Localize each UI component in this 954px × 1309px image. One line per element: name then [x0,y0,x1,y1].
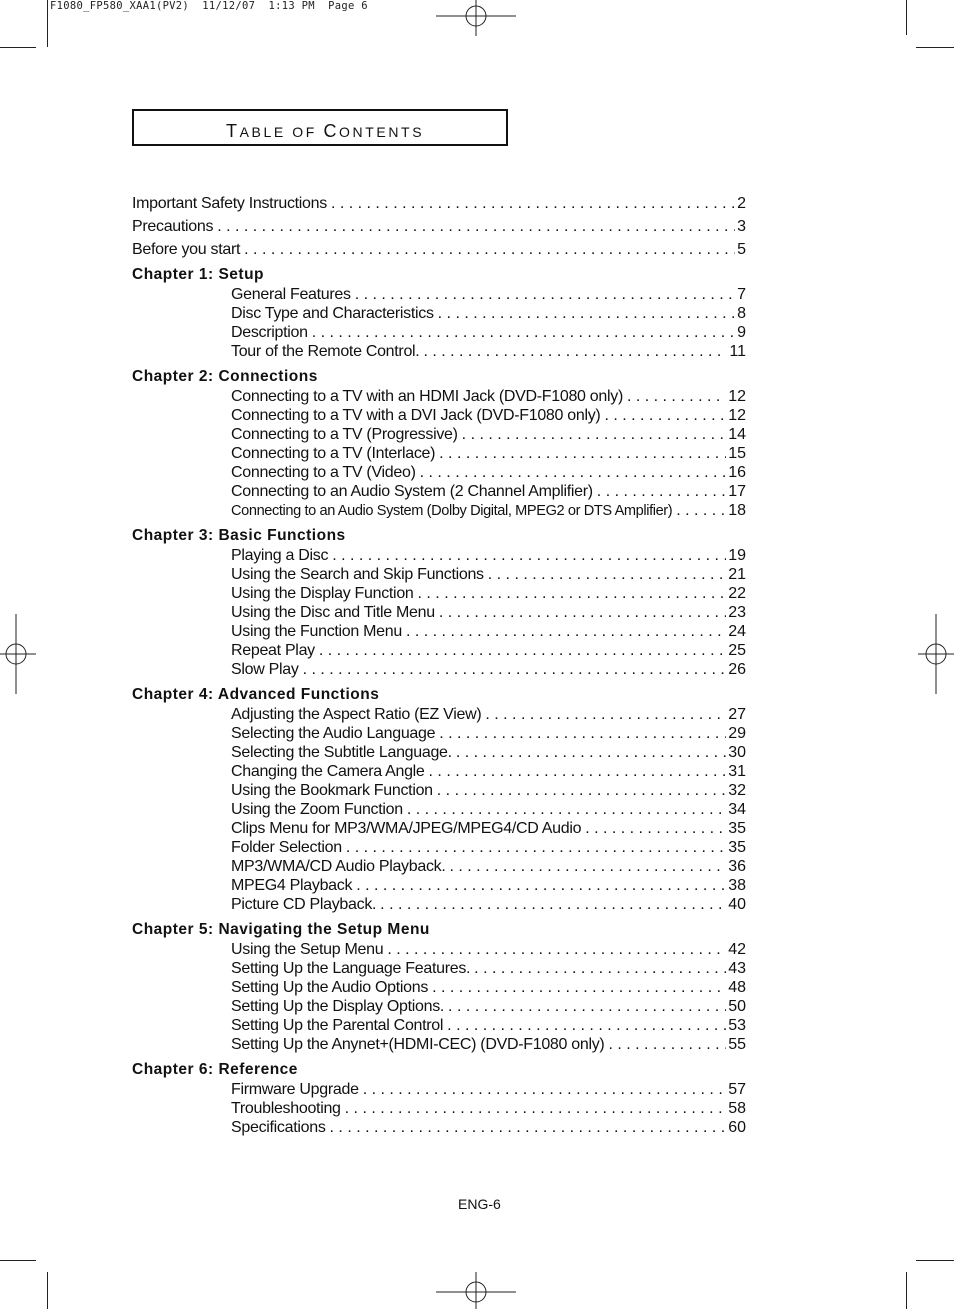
chapter-heading: Chapter 3: Basic Functions [132,527,346,544]
toc-entry-page: 58 [728,1100,746,1117]
toc-entry-page: 34 [728,801,746,818]
toc-entry-page: 16 [728,464,746,481]
title-part: ABLE OF [239,124,324,140]
crop-mark-bottom-left-vertical [47,1272,48,1309]
toc-entry[interactable] [132,978,746,997]
crop-mark-top-right-horizontal [916,47,954,48]
chapter-heading: Chapter 5: Navigating the Setup Menu [132,921,430,938]
toc-dot-leader [345,1099,727,1118]
toc-dot-leader [627,387,726,406]
toc-entry-title: Connecting to an Audio System (2 Channel Amplifier) [231,483,593,500]
toc-entry-page: 36 [728,858,746,875]
toc-entry[interactable] [132,238,746,261]
toc-entry-title: Connecting to a TV (Progressive) [231,426,458,443]
toc-entry[interactable] [132,1035,746,1054]
toc-dot-leader [332,546,726,565]
toc-entry[interactable] [132,800,746,819]
toc-entry-title: Before you start [132,241,241,258]
toc-dot-leader [407,800,726,819]
toc-entry-page: 30 [728,744,746,761]
toc-entry-title: Playing a Disc [231,547,329,564]
toc-dot-leader [585,819,726,838]
toc-dot-leader [331,192,735,215]
chapter-heading: Chapter 1: Setup [132,266,265,283]
toc-entry-page: 40 [728,896,746,913]
toc-entry[interactable] [132,762,746,781]
toc-dot-leader [437,781,726,800]
toc-entry-title: Using the Zoom Function [231,801,403,818]
toc-dot-leader [485,705,726,724]
toc-entry-title: Using the Function Menu [231,623,402,640]
toc-entry-title: Setting Up the Language Features. [231,960,471,977]
toc-entry-page: 53 [728,1017,746,1034]
toc-entry[interactable] [132,323,746,342]
toc-entry-page: 7 [737,286,746,303]
toc-dot-leader [608,1035,726,1054]
toc-entry-page: 26 [728,661,746,678]
toc-entry-title: Specifications [231,1119,326,1136]
toc-dot-leader [319,641,726,660]
toc-entry-title: Repeat Play [231,642,315,659]
title-part: T [226,121,240,141]
toc-entry-page: 48 [728,979,746,996]
toc-entry-title: Tour of the Remote Control. [231,343,420,360]
toc-entry[interactable] [132,838,746,857]
toc-entry-page: 19 [728,547,746,564]
toc-entry[interactable] [132,743,746,762]
toc-entry-page: 32 [728,782,746,799]
crop-mark-bottom-left-horizontal [0,1260,36,1261]
print-slug-header: F1080_FP580_XAA1(PV2) 11/12/07 1:13 PM Page 6 [50,0,368,12]
toc-entry-title: Setting Up the Audio Options [231,979,429,996]
toc-dot-leader [597,482,726,501]
toc-dot-leader [438,304,735,323]
toc-entry-page: 29 [728,725,746,742]
toc-dot-leader [439,444,726,463]
toc-entry[interactable] [132,215,746,238]
toc-entry[interactable] [132,660,746,679]
title-part: ONTENTS [339,124,425,140]
toc-entry[interactable] [132,997,746,1016]
toc-entry-page: 12 [728,407,746,424]
toc-entry-title: General Features [231,286,351,303]
toc-entry[interactable] [132,781,746,800]
toc-dot-leader [423,342,727,361]
toc-entry[interactable] [132,406,746,425]
toc-entry-page: 43 [728,960,746,977]
toc-entry-title: MP3/WMA/CD Audio Playback. [231,858,446,875]
toc-entry-page: 31 [728,763,746,780]
toc-entry-page: 3 [737,218,746,235]
toc-dot-leader [474,959,726,978]
toc-entry[interactable] [132,959,746,978]
toc-entry[interactable] [132,1118,746,1137]
toc-entry[interactable] [132,857,746,876]
toc-entry[interactable] [132,1080,746,1099]
toc-dot-leader [355,285,735,304]
crop-mark-top-right-vertical [906,0,907,35]
toc-entry-title: Slow Play [231,661,299,678]
toc-entry-title: Changing the Camera Angle [231,763,425,780]
toc-entry-title: Adjusting the Aspect Ratio (EZ View) [231,706,482,723]
toc-entry-title: Clips Menu for MP3/WMA/JPEG/MPEG4/CD Audio [231,820,582,837]
toc-dot-leader [244,238,735,261]
toc-entry-title: Firmware Upgrade [231,1081,359,1098]
toc-dot-leader [448,997,726,1016]
crop-mark-bottom-right-vertical [906,1272,907,1309]
toc-dot-leader [462,425,727,444]
toc-dot-leader [217,215,735,238]
toc-entry[interactable] [132,876,746,895]
toc-entry-title: Precautions [132,218,214,235]
toc-entry-title: Using the Bookmark Function [231,782,433,799]
toc-entry-page: 60 [728,1119,746,1136]
toc-entry[interactable] [132,584,746,603]
toc-entry-page: 14 [728,426,746,443]
toc-entry-title: Using the Display Function [231,585,414,602]
toc-entry-page: 35 [728,820,746,837]
toc-entry[interactable] [132,463,746,482]
toc-entry[interactable] [132,425,746,444]
toc-dot-leader [303,660,727,679]
toc-dot-leader [450,857,727,876]
toc-entry[interactable] [132,603,746,622]
toc-entry-page: 9 [737,324,746,341]
toc-entry-page: 55 [728,1036,746,1053]
toc-entry[interactable] [132,342,746,361]
toc-dot-leader [387,940,726,959]
toc-entry[interactable] [132,192,746,215]
toc-entry[interactable] [132,641,746,660]
toc-dot-leader [346,838,726,857]
toc-entry[interactable] [132,705,746,724]
toc-dot-leader [432,978,726,997]
toc-entry-page: 5 [737,241,746,258]
page-title [226,121,424,142]
toc-entry-title: Connecting to a TV with a DVI Jack (DVD-F1080 only) [231,407,601,424]
toc-entry-page: 38 [728,877,746,894]
registration-mark-right [918,614,954,694]
crop-mark-bottom-right-horizontal [916,1260,954,1261]
crop-mark-top-left-vertical [47,0,48,47]
toc-entry-page: 22 [728,585,746,602]
toc-dot-leader [330,1118,727,1137]
toc-entry-page: 18 [728,502,746,519]
toc-entry-title: Folder Selection [231,839,342,856]
toc-entry[interactable] [132,482,746,501]
toc-dot-leader [447,1016,726,1035]
toc-dot-leader [418,584,727,603]
registration-mark-left [0,614,36,694]
chapter-heading: Chapter 2: Connections [132,368,318,385]
toc-entry-title: Using the Search and Skip Functions [231,566,484,583]
table-of-contents [132,192,746,1137]
toc-entry[interactable] [132,1016,746,1035]
toc-entry-title: Selecting the Subtitle Language. [231,744,452,761]
toc-entry-title: Setting Up the Parental Control [231,1017,444,1034]
toc-dot-leader [363,1080,727,1099]
toc-entry-title: Using the Setup Menu [231,941,384,958]
toc-entry-page: 57 [728,1081,746,1098]
toc-entry[interactable] [132,444,746,463]
toc-entry-page: 15 [728,445,746,462]
title-part: C [323,121,340,141]
toc-entry[interactable] [132,895,746,914]
registration-mark-top [436,0,516,36]
toc-dot-leader [604,406,726,425]
toc-dot-leader [406,622,726,641]
crop-mark-top-left-horizontal [0,47,36,48]
toc-dot-leader [380,895,726,914]
toc-entry-title: Using the Disc and Title Menu [231,604,435,621]
toc-entry[interactable] [132,622,746,641]
toc-dot-leader [456,743,726,762]
toc-entry-title: Setting Up the Display Options. [231,998,445,1015]
toc-entry[interactable] [132,546,746,565]
toc-entry[interactable] [132,819,746,838]
toc-dot-leader [312,323,735,342]
toc-entry-title: Description [231,324,308,341]
page-number: ENG-6 [458,1196,501,1212]
toc-entry-title: Disc Type and Characteristics [231,305,434,322]
toc-entry-title: Troubleshooting [231,1100,341,1117]
toc-entry-page: 8 [737,305,746,322]
toc-entry-title: Selecting the Audio Language [231,725,436,742]
toc-dot-leader [439,724,726,743]
toc-entry-title: Picture CD Playback. [231,896,377,913]
toc-dot-leader [439,603,726,622]
toc-dot-leader [488,565,726,584]
toc-entry-page: 50 [728,998,746,1015]
registration-mark-bottom [436,1272,516,1309]
toc-entry-title: MPEG4 Playback [231,877,353,894]
toc-entry-page: 24 [728,623,746,640]
toc-entry[interactable] [132,724,746,743]
toc-dot-leader [420,463,727,482]
toc-entry-title: Connecting to a TV (Video) [231,464,416,481]
toc-entry[interactable] [132,285,746,304]
toc-dot-leader [676,501,726,520]
toc-entry-page: 25 [728,642,746,659]
toc-entry-title: Important Safety Instructions [132,195,327,212]
chapter-heading: Chapter 6: Reference [132,1061,298,1078]
toc-entry-page: 11 [729,343,746,360]
toc-entry[interactable] [132,940,746,959]
toc-entry-page: 35 [728,839,746,856]
toc-entry-page: 27 [728,706,746,723]
toc-entry-page: 23 [728,604,746,621]
toc-entry-page: 2 [737,195,746,212]
toc-entry[interactable] [132,304,746,323]
toc-entry[interactable] [132,565,746,584]
toc-dot-leader [429,762,727,781]
toc-entry[interactable] [132,501,746,520]
toc-entry[interactable] [132,1099,746,1118]
toc-entry-title: Connecting to a TV (Interlace) [231,445,436,462]
chapter-heading: Chapter 4: Advanced Functions [132,686,380,703]
toc-entry-title: Connecting to an Audio System (Dolby Digital, MPEG2 or DTS Amplifier) [231,503,673,519]
toc-entry-page: 17 [728,483,746,500]
toc-dot-leader [356,876,726,895]
toc-entry-title: Connecting to a TV with an HDMI Jack (DVD-F1080 only) [231,388,623,405]
toc-entry-page: 21 [728,566,746,583]
toc-entry[interactable] [132,387,746,406]
toc-entry-title: Setting Up the Anynet+(HDMI-CEC) (DVD-F1080 only) [231,1036,605,1053]
toc-entry-page: 12 [728,388,746,405]
toc-title-box [132,109,508,146]
toc-entry-page: 42 [728,941,746,958]
